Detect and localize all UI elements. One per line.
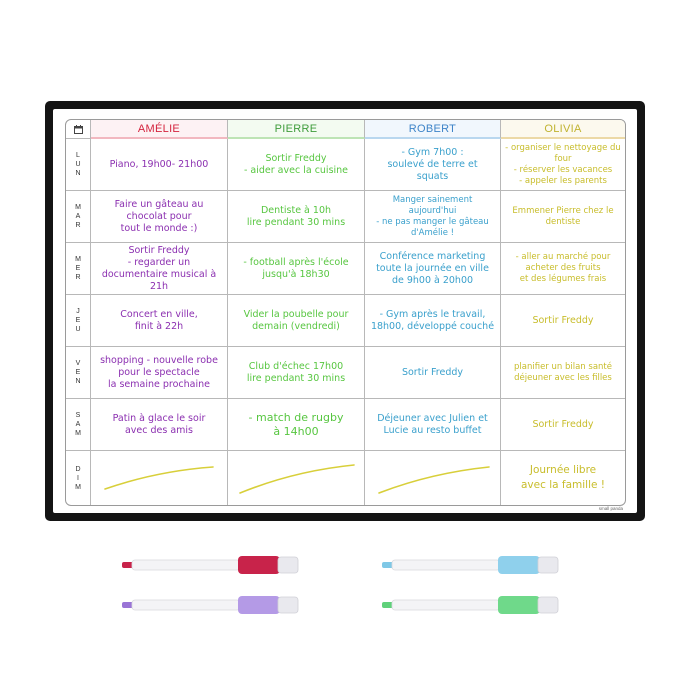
entry-ven-amelie: shopping - nouvelle robe pour le spectacle la semaine prochaine: [91, 347, 228, 399]
entry-lun-olivia: - organiser le nettoyage du four - réserver les vacances - appeler les parents: [501, 139, 625, 191]
entry-mer-amelie: Sortir Freddy - regarder un documentaire musical à 21h: [91, 243, 228, 295]
entry-jeu-robert: - Gym après le travail, 18h00, développé couché: [365, 295, 501, 347]
day-label-dim: D I M: [66, 451, 91, 505]
entry-sam-olivia: Sortir Freddy: [501, 399, 625, 451]
entry-mar-robert: Manger sainement aujourd'hui - ne pas manger le gâteau d'Amélie !: [365, 191, 501, 243]
header-pierre: PIERRE: [228, 120, 365, 139]
day-label-mar: M A R: [66, 191, 91, 243]
entry-sam-amelie: Patin à glace le soir avec des amis: [91, 399, 228, 451]
weekly-planner-grid: [65, 119, 626, 506]
crossed-out-line: [97, 459, 221, 497]
day-label-lun: L U N: [66, 139, 91, 191]
entry-ven-olivia: planifier un bilan santé déjeuner avec les filles: [501, 347, 625, 399]
entry-mar-amelie: Faire un gâteau au chocolat pour tout le monde :): [91, 191, 228, 243]
entry-mar-pierre: Dentiste à 10h lire pendant 30 mins: [228, 191, 365, 243]
entry-lun-amelie: Piano, 19h00- 21h00: [91, 139, 228, 191]
day-label-sam: S A M: [66, 399, 91, 451]
entry-lun-robert: - Gym 7h00 : soulevé de terre et squats: [365, 139, 501, 191]
calendar-icon: [74, 125, 83, 134]
entry-lun-pierre: Sortir Freddy - aider avec la cuisine: [228, 139, 365, 191]
crossed-out-line: [234, 459, 358, 497]
marker-blue: [380, 553, 562, 577]
entry-ven-robert: Sortir Freddy: [365, 347, 501, 399]
entry-mar-olivia: Emmener Pierre chez le dentiste: [501, 191, 625, 243]
header-olivia: OLIVIA: [501, 120, 625, 139]
brand-label: small panda: [598, 506, 623, 511]
whiteboard-frame: [45, 101, 645, 521]
entry-mer-robert: Conférence marketing toute la journée en ville de 9h00 à 20h00: [365, 243, 501, 295]
entry-mer-olivia: - aller au marché pour acheter des fruits et des légumes frais: [501, 243, 625, 295]
marker-purple: [120, 593, 302, 617]
entry-jeu-olivia: Sortir Freddy: [501, 295, 625, 347]
entry-sam-robert: Déjeuner avec Julien et Lucie au resto buffet: [365, 399, 501, 451]
header-amelie: AMÉLIE: [91, 120, 228, 139]
day-label-mer: M E R: [66, 243, 91, 295]
marker-green: [380, 593, 562, 617]
entry-jeu-pierre: Vider la poubelle pour demain (vendredi): [228, 295, 365, 347]
entry-ven-pierre: Club d'échec 17h00 lire pendant 30 mins: [228, 347, 365, 399]
day-label-ven: V E N: [66, 347, 91, 399]
day-label-jeu: J E U: [66, 295, 91, 347]
whiteboard-surface: [53, 109, 637, 513]
crossed-out-line: [371, 459, 495, 497]
entry-dim-olivia: Journée libre avec la famille !: [520, 464, 606, 491]
calendar-icon-cell: [66, 120, 91, 139]
header-robert: ROBERT: [365, 120, 501, 139]
entry-mer-pierre: - football après l'école jusqu'à 18h30: [228, 243, 365, 295]
marker-red: [120, 553, 302, 577]
entry-sam-pierre: - match de rugby à 14h00: [228, 399, 365, 451]
entry-dim-pierre: [228, 451, 365, 505]
entry-dim-amelie: [91, 451, 228, 505]
entry-jeu-amelie: Concert en ville, finit à 22h: [91, 295, 228, 347]
entry-dim-robert: [365, 451, 501, 505]
